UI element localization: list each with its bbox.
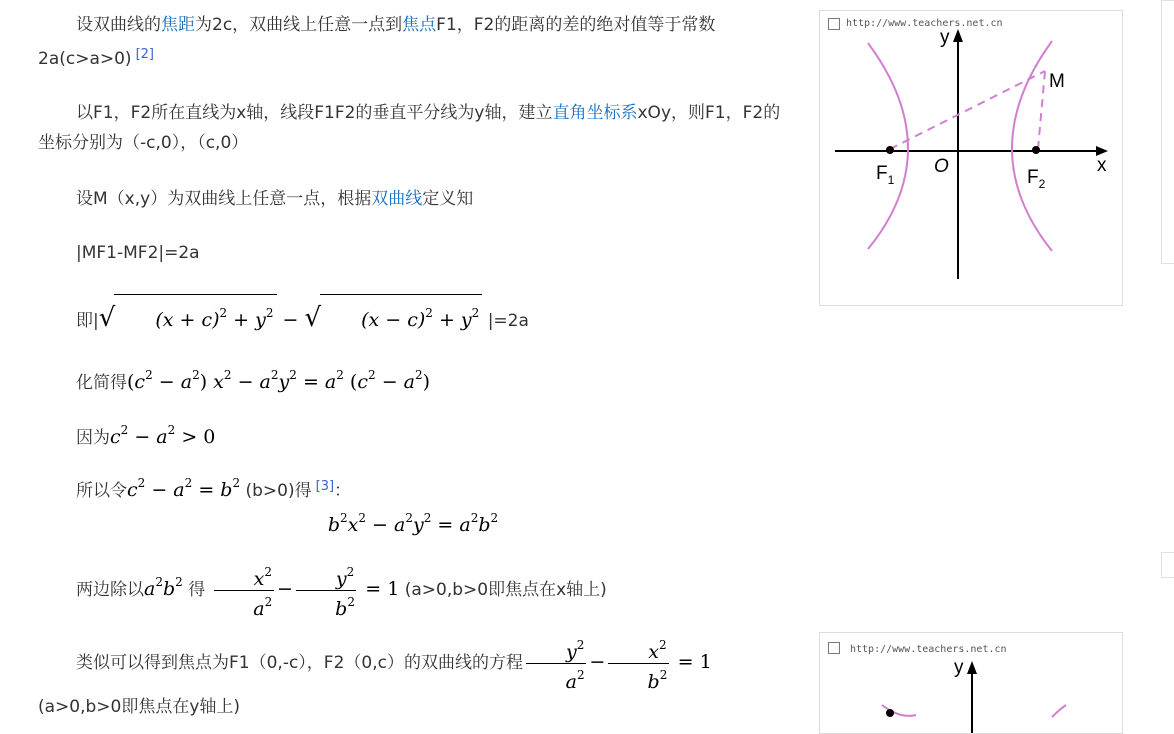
formula-positive: $c^2 - a^2 > 0$	[110, 423, 216, 448]
text-segment: 化简得	[76, 373, 127, 393]
side-panel-edge	[1161, 0, 1174, 264]
y-axis-arrow-2	[967, 661, 977, 674]
text-segment: |MF1-MF2|=2a	[76, 243, 200, 263]
label-f1-letter: F	[876, 163, 888, 184]
paragraph-because	[38, 415, 788, 453]
reference-2[interactable]: [2]	[135, 47, 154, 62]
text-segment: 即|	[76, 311, 99, 331]
text-segment: ：	[334, 481, 352, 501]
paragraph-point-m	[38, 184, 788, 214]
text-segment: 设双曲线的	[76, 15, 161, 35]
text-segment: (a>0,b>0即焦点在y轴上)	[38, 697, 241, 717]
label-x: x	[1097, 155, 1107, 176]
right-branch	[1012, 41, 1052, 251]
formula-b-def: $c^2 - a^2 = b^2$	[127, 476, 241, 501]
segment-mf2	[1038, 71, 1045, 149]
label-y-2: y	[954, 657, 964, 678]
label-y: y	[940, 27, 950, 48]
text-segment: 得	[188, 580, 206, 600]
paragraph-centered-equation	[38, 503, 788, 541]
label-f1-subscript: 1	[887, 172, 895, 187]
formula-standard-y: $\frac{y^2}{a^2}$ − $\frac{x^2}{b^2}$ = 1	[523, 651, 712, 673]
label-f2-letter: F	[1027, 167, 1039, 188]
hyperbola-figure-x-axis	[819, 10, 1123, 306]
text-segment: 为2c，双曲线上任意一点到	[195, 15, 403, 35]
paragraph-radical-equation	[38, 294, 788, 339]
link-focal-distance[interactable]: 焦距	[161, 15, 195, 35]
text-segment: |=2a	[487, 311, 529, 331]
link-hyperbola[interactable]: 双曲线	[371, 189, 423, 209]
formula-radicals: √ $(x + c)^2 + y^2$ − √ $(x - c)^2 + y^2$	[99, 309, 483, 331]
link-cartesian-coordinate[interactable]: 直角坐标系	[552, 103, 638, 123]
text-segment: (b>0)得	[245, 481, 312, 501]
focus-f2	[1032, 146, 1040, 154]
left-branch	[868, 43, 908, 249]
upper-branch-right	[1052, 705, 1066, 717]
label-origin: O	[934, 156, 949, 177]
text-segment: 设M（x,y）为双曲线上任意一点，根据	[76, 189, 372, 209]
text-segment: 定义知	[422, 189, 474, 209]
watermark-text: http://www.teachers.net.cn	[850, 644, 1007, 655]
formula-simplified: $(c^2 - a^2) x^2 - a^2y^2 = a^2$ $(c^2 - a^2)$	[127, 368, 431, 393]
paragraph-let-b	[38, 468, 788, 506]
formula-divisor: $a^2b^2$	[144, 575, 183, 600]
label-f2	[1027, 167, 1045, 191]
label-f1	[876, 163, 894, 187]
paragraph-y-axis-case	[38, 633, 788, 693]
text-segment: 所以令	[76, 481, 127, 501]
text-segment: 因为	[76, 428, 110, 448]
text-segment: 两边除以	[76, 580, 144, 600]
focus-f1	[886, 146, 894, 154]
link-focus[interactable]: 焦点	[402, 15, 437, 35]
text-segment: F1，F2的距离的差的绝对值等于常数2a(c>a>0)	[38, 15, 716, 69]
paragraph-focal-definition	[38, 10, 788, 74]
text-segment: (a>0,b>0即焦点在x轴上)	[404, 580, 607, 600]
label-m: M	[1049, 71, 1065, 92]
paragraph-distance-difference	[38, 238, 788, 268]
label-f2-subscript: 2	[1038, 176, 1046, 191]
paragraph-simplified	[38, 360, 788, 398]
hyperbola-figure-y-axis	[819, 632, 1123, 734]
text-segment: 以F1，F2所在直线为x轴，线段F1F2的垂直平分线为y轴，建立	[76, 103, 553, 123]
focus-point-2	[886, 709, 894, 717]
side-panel-edge	[1161, 552, 1174, 578]
segment-mf1	[890, 71, 1045, 149]
text-segment: xOy，则F1，F2的坐标分别为（-c,0），（c,0）	[38, 103, 781, 153]
y-axis-arrow	[953, 29, 963, 42]
paragraph-standard-form	[38, 553, 788, 620]
hyperbola-diagram	[820, 11, 1122, 305]
watermark-text: http://www.teachers.net.cn	[846, 18, 1003, 29]
paragraph-coordinate-setup	[38, 98, 788, 158]
formula-standard-x: $\frac{x^2}{a^2}$ − $\frac{y^2}{b^2}$ = 1	[211, 578, 400, 600]
formula-centered: $b^2x^2 - a^2y^2 = a^2b^2$	[327, 511, 499, 536]
text-segment: 类似可以得到焦点为F1（0,-c），F2（0,c）的双曲线的方程	[76, 653, 523, 673]
hyperbola-diagram-2	[820, 633, 1122, 733]
reference-3[interactable]: [3]	[315, 479, 335, 494]
